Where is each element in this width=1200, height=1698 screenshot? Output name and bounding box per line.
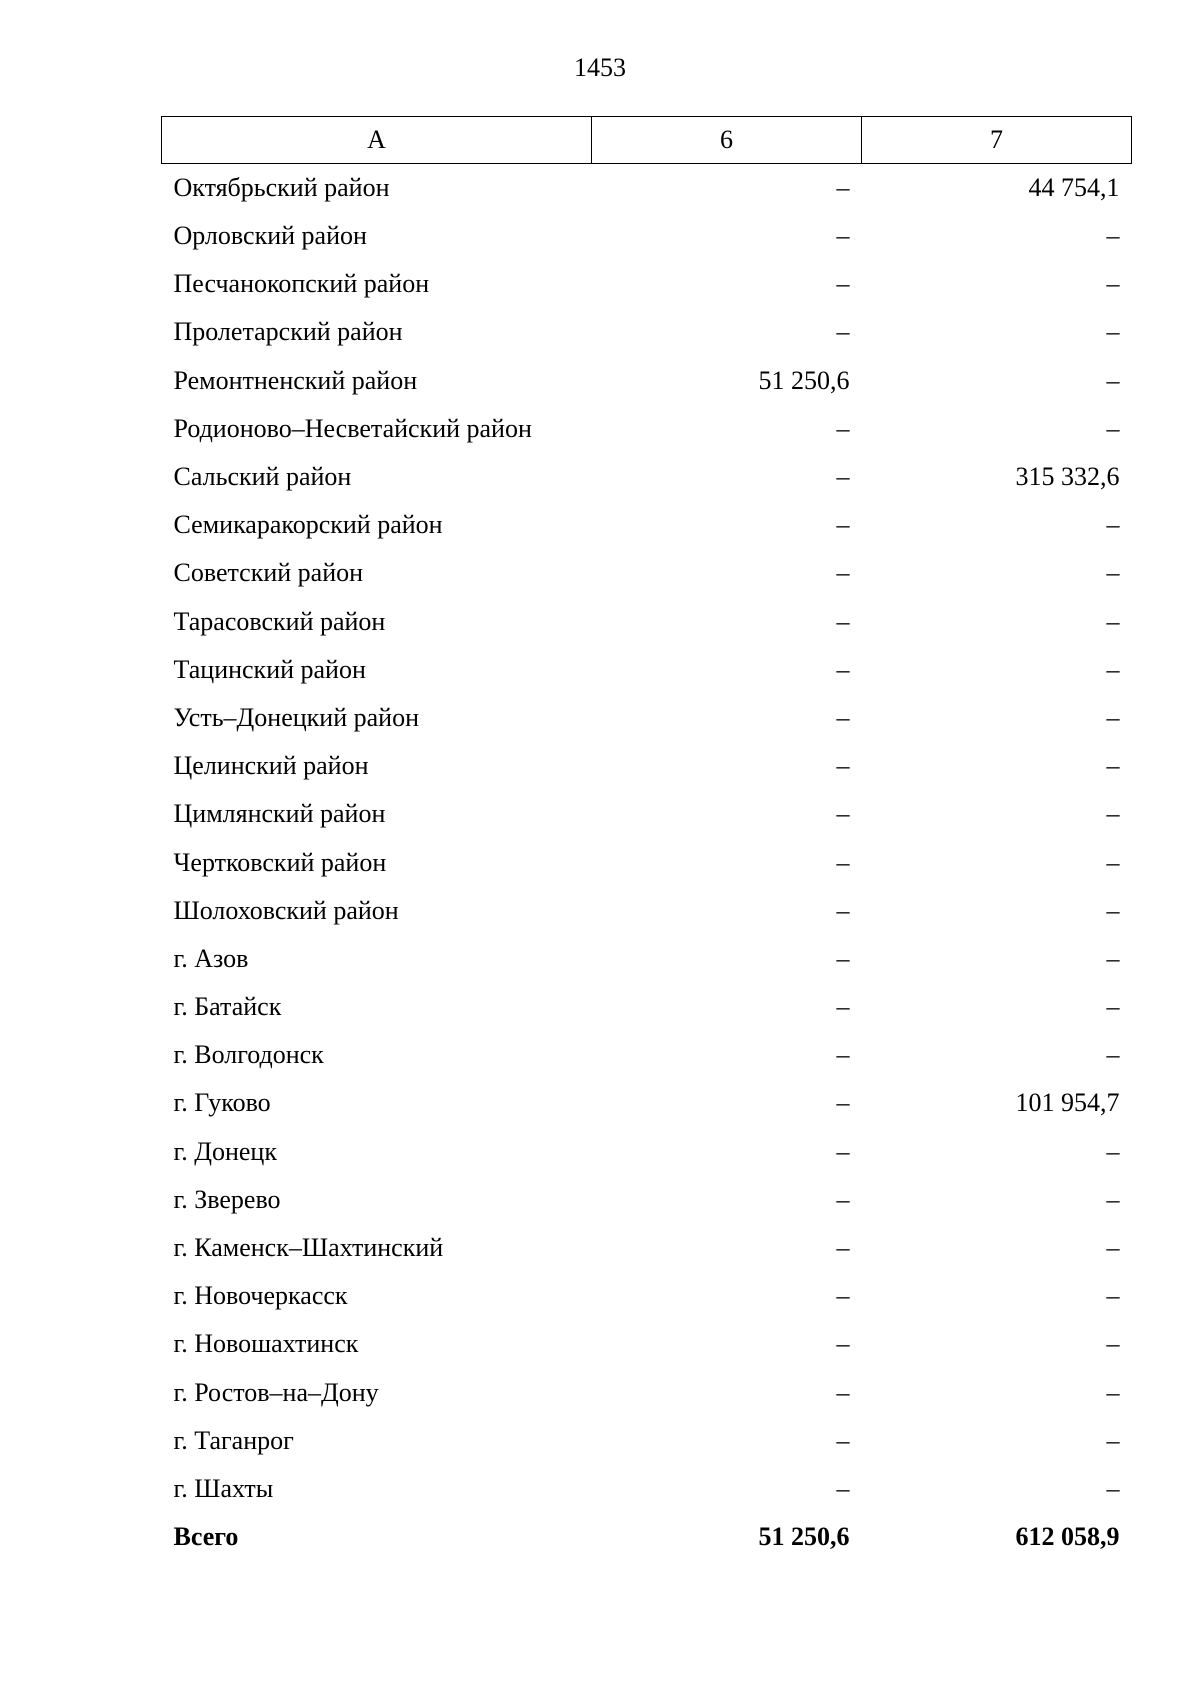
table-row <box>162 983 1132 1031</box>
row-col6-cell: – <box>836 1473 850 1503</box>
table-row <box>162 308 1132 356</box>
row-col7-cell: – <box>1106 413 1120 443</box>
header-cell-a: А <box>162 117 592 164</box>
row-col6-cell: – <box>836 751 850 781</box>
row-name-cell: г. Новочеркасск <box>173 1281 348 1311</box>
row-col6-cell: 51 250,6 <box>758 365 850 395</box>
row-col7-cell: – <box>1106 751 1120 781</box>
page-number: 1453 <box>574 53 626 82</box>
table-row <box>162 1079 1132 1127</box>
table-row <box>162 260 1132 308</box>
total-col7-cell: 612 058,9 <box>1015 1522 1120 1552</box>
table-row <box>162 694 1132 742</box>
row-col6-cell: – <box>836 317 850 347</box>
row-name-cell: Тацинский район <box>173 654 366 684</box>
row-name-cell: г. Ростов–на–Дону <box>173 1377 379 1407</box>
row-col7-cell: – <box>1106 847 1120 877</box>
row-col7-cell: – <box>1106 317 1120 347</box>
table-row <box>162 405 1132 453</box>
row-name-cell: г. Таганрог <box>173 1425 294 1455</box>
row-name-cell: г. Донецк <box>173 1136 277 1166</box>
table-row <box>162 212 1132 260</box>
row-name-cell: г. Каменск–Шахтинский <box>173 1233 444 1263</box>
table-row <box>162 1417 1132 1465</box>
row-col7-cell: – <box>1106 799 1120 829</box>
row-name-cell: Тарасовский район <box>173 606 386 636</box>
row-col6-cell: – <box>836 413 850 443</box>
row-name-cell: г. Новошахтинск <box>173 1329 359 1359</box>
row-col7-cell: – <box>1106 558 1120 588</box>
row-col6-cell: – <box>836 992 850 1022</box>
data-table <box>161 116 1132 1561</box>
row-col7-cell: 315 332,6 <box>1015 462 1120 492</box>
header-cell-7: 7 <box>862 117 1132 164</box>
table-row <box>162 1320 1132 1368</box>
row-col6-cell: – <box>836 173 850 202</box>
row-col7-cell: – <box>1106 510 1120 540</box>
table-row <box>162 598 1132 646</box>
row-name-cell: Шолоховский район <box>173 895 399 925</box>
row-col7-cell: – <box>1106 992 1120 1022</box>
row-col6-cell: – <box>836 1377 850 1407</box>
row-col6-cell: – <box>836 895 850 925</box>
row-col6-cell: – <box>836 1040 850 1070</box>
total-col6-cell: 51 250,6 <box>758 1522 850 1552</box>
row-name-cell: Родионово–Несветайский район <box>173 413 532 443</box>
row-name-cell: Сальский район <box>173 462 352 492</box>
row-col6-cell: – <box>836 1425 850 1455</box>
row-col6-cell: – <box>836 1329 850 1359</box>
row-name-cell: Чертковский район <box>173 847 387 877</box>
table-body <box>162 164 1132 1562</box>
table-row <box>162 164 1132 213</box>
table-row <box>162 1031 1132 1079</box>
row-col7-cell: – <box>1106 1329 1120 1359</box>
row-col6-cell: – <box>836 1088 850 1118</box>
row-name-cell: Орловский район <box>173 221 367 251</box>
table-row <box>162 1128 1132 1176</box>
row-col7-cell: 44 754,1 <box>1028 173 1120 202</box>
table-row <box>162 742 1132 790</box>
row-name-cell: Ремонтненский район <box>173 365 418 395</box>
row-col7-cell: – <box>1106 1184 1120 1214</box>
row-name-cell: г. Зверево <box>173 1184 281 1214</box>
row-name-cell: г. Гуково <box>173 1088 271 1118</box>
row-col6-cell: – <box>836 702 850 732</box>
table-row <box>162 501 1132 549</box>
table-row <box>162 790 1132 838</box>
row-col6-cell: – <box>836 558 850 588</box>
row-col7-cell: – <box>1106 1473 1120 1503</box>
row-col7-cell: – <box>1106 654 1120 684</box>
table-row <box>162 1369 1132 1417</box>
row-col7-cell: – <box>1106 1425 1120 1455</box>
table-row <box>162 887 1132 935</box>
row-col6-cell: – <box>836 1184 850 1214</box>
row-col7-cell: – <box>1106 221 1120 251</box>
row-col7-cell: – <box>1106 606 1120 636</box>
header-row <box>162 117 1132 164</box>
table-row <box>162 453 1132 501</box>
row-name-cell: Цимлянский район <box>173 799 386 829</box>
row-col6-cell: – <box>836 847 850 877</box>
row-name-cell: г. Шахты <box>173 1473 274 1503</box>
row-name-cell: Усть–Донецкий район <box>173 702 419 732</box>
table-row <box>162 935 1132 983</box>
row-col6-cell: – <box>836 654 850 684</box>
table-row <box>162 549 1132 597</box>
row-col7-cell: – <box>1106 943 1120 973</box>
row-name-cell: г. Батайск <box>173 992 282 1022</box>
row-col6-cell: – <box>836 1281 850 1311</box>
row-name-cell: Целинский район <box>173 751 369 781</box>
row-col7-cell: – <box>1106 1136 1120 1166</box>
row-col7-cell: – <box>1106 702 1120 732</box>
row-col7-cell: – <box>1106 1233 1120 1263</box>
row-col7-cell: 101 954,7 <box>1015 1088 1120 1118</box>
table-row <box>162 1224 1132 1272</box>
row-col6-cell: – <box>836 462 850 492</box>
row-col7-cell: – <box>1106 365 1120 395</box>
row-name-cell: Октябрьский район <box>173 173 390 202</box>
total-row <box>162 1513 1132 1561</box>
row-name-cell: Пролетарский район <box>173 317 403 347</box>
row-name-cell: Советский район <box>173 558 364 588</box>
row-col6-cell: – <box>836 606 850 636</box>
table-row <box>162 1465 1132 1513</box>
row-col7-cell: – <box>1106 1040 1120 1070</box>
row-col6-cell: – <box>836 221 850 251</box>
row-name-cell: г. Волгодонск <box>173 1040 324 1070</box>
header-cell-6: 6 <box>592 117 862 164</box>
row-col6-cell: – <box>836 943 850 973</box>
row-col6-cell: – <box>836 510 850 540</box>
row-col6-cell: – <box>836 269 850 299</box>
table-row <box>162 646 1132 694</box>
row-name-cell: Песчанокопский район <box>173 269 430 299</box>
table-row <box>162 357 1132 405</box>
row-col6-cell: – <box>836 799 850 829</box>
row-col6-cell: – <box>836 1233 850 1263</box>
row-name-cell: Семикаракорский район <box>173 510 443 540</box>
row-col7-cell: – <box>1106 1281 1120 1311</box>
row-col6-cell: – <box>836 1136 850 1166</box>
row-col7-cell: – <box>1106 1377 1120 1407</box>
row-col7-cell: – <box>1106 269 1120 299</box>
table-row <box>162 1272 1132 1320</box>
table-row <box>162 1176 1132 1224</box>
table-row <box>162 838 1132 886</box>
total-label-cell: Всего <box>173 1522 239 1552</box>
row-name-cell: г. Азов <box>173 943 249 973</box>
row-col7-cell: – <box>1106 895 1120 925</box>
